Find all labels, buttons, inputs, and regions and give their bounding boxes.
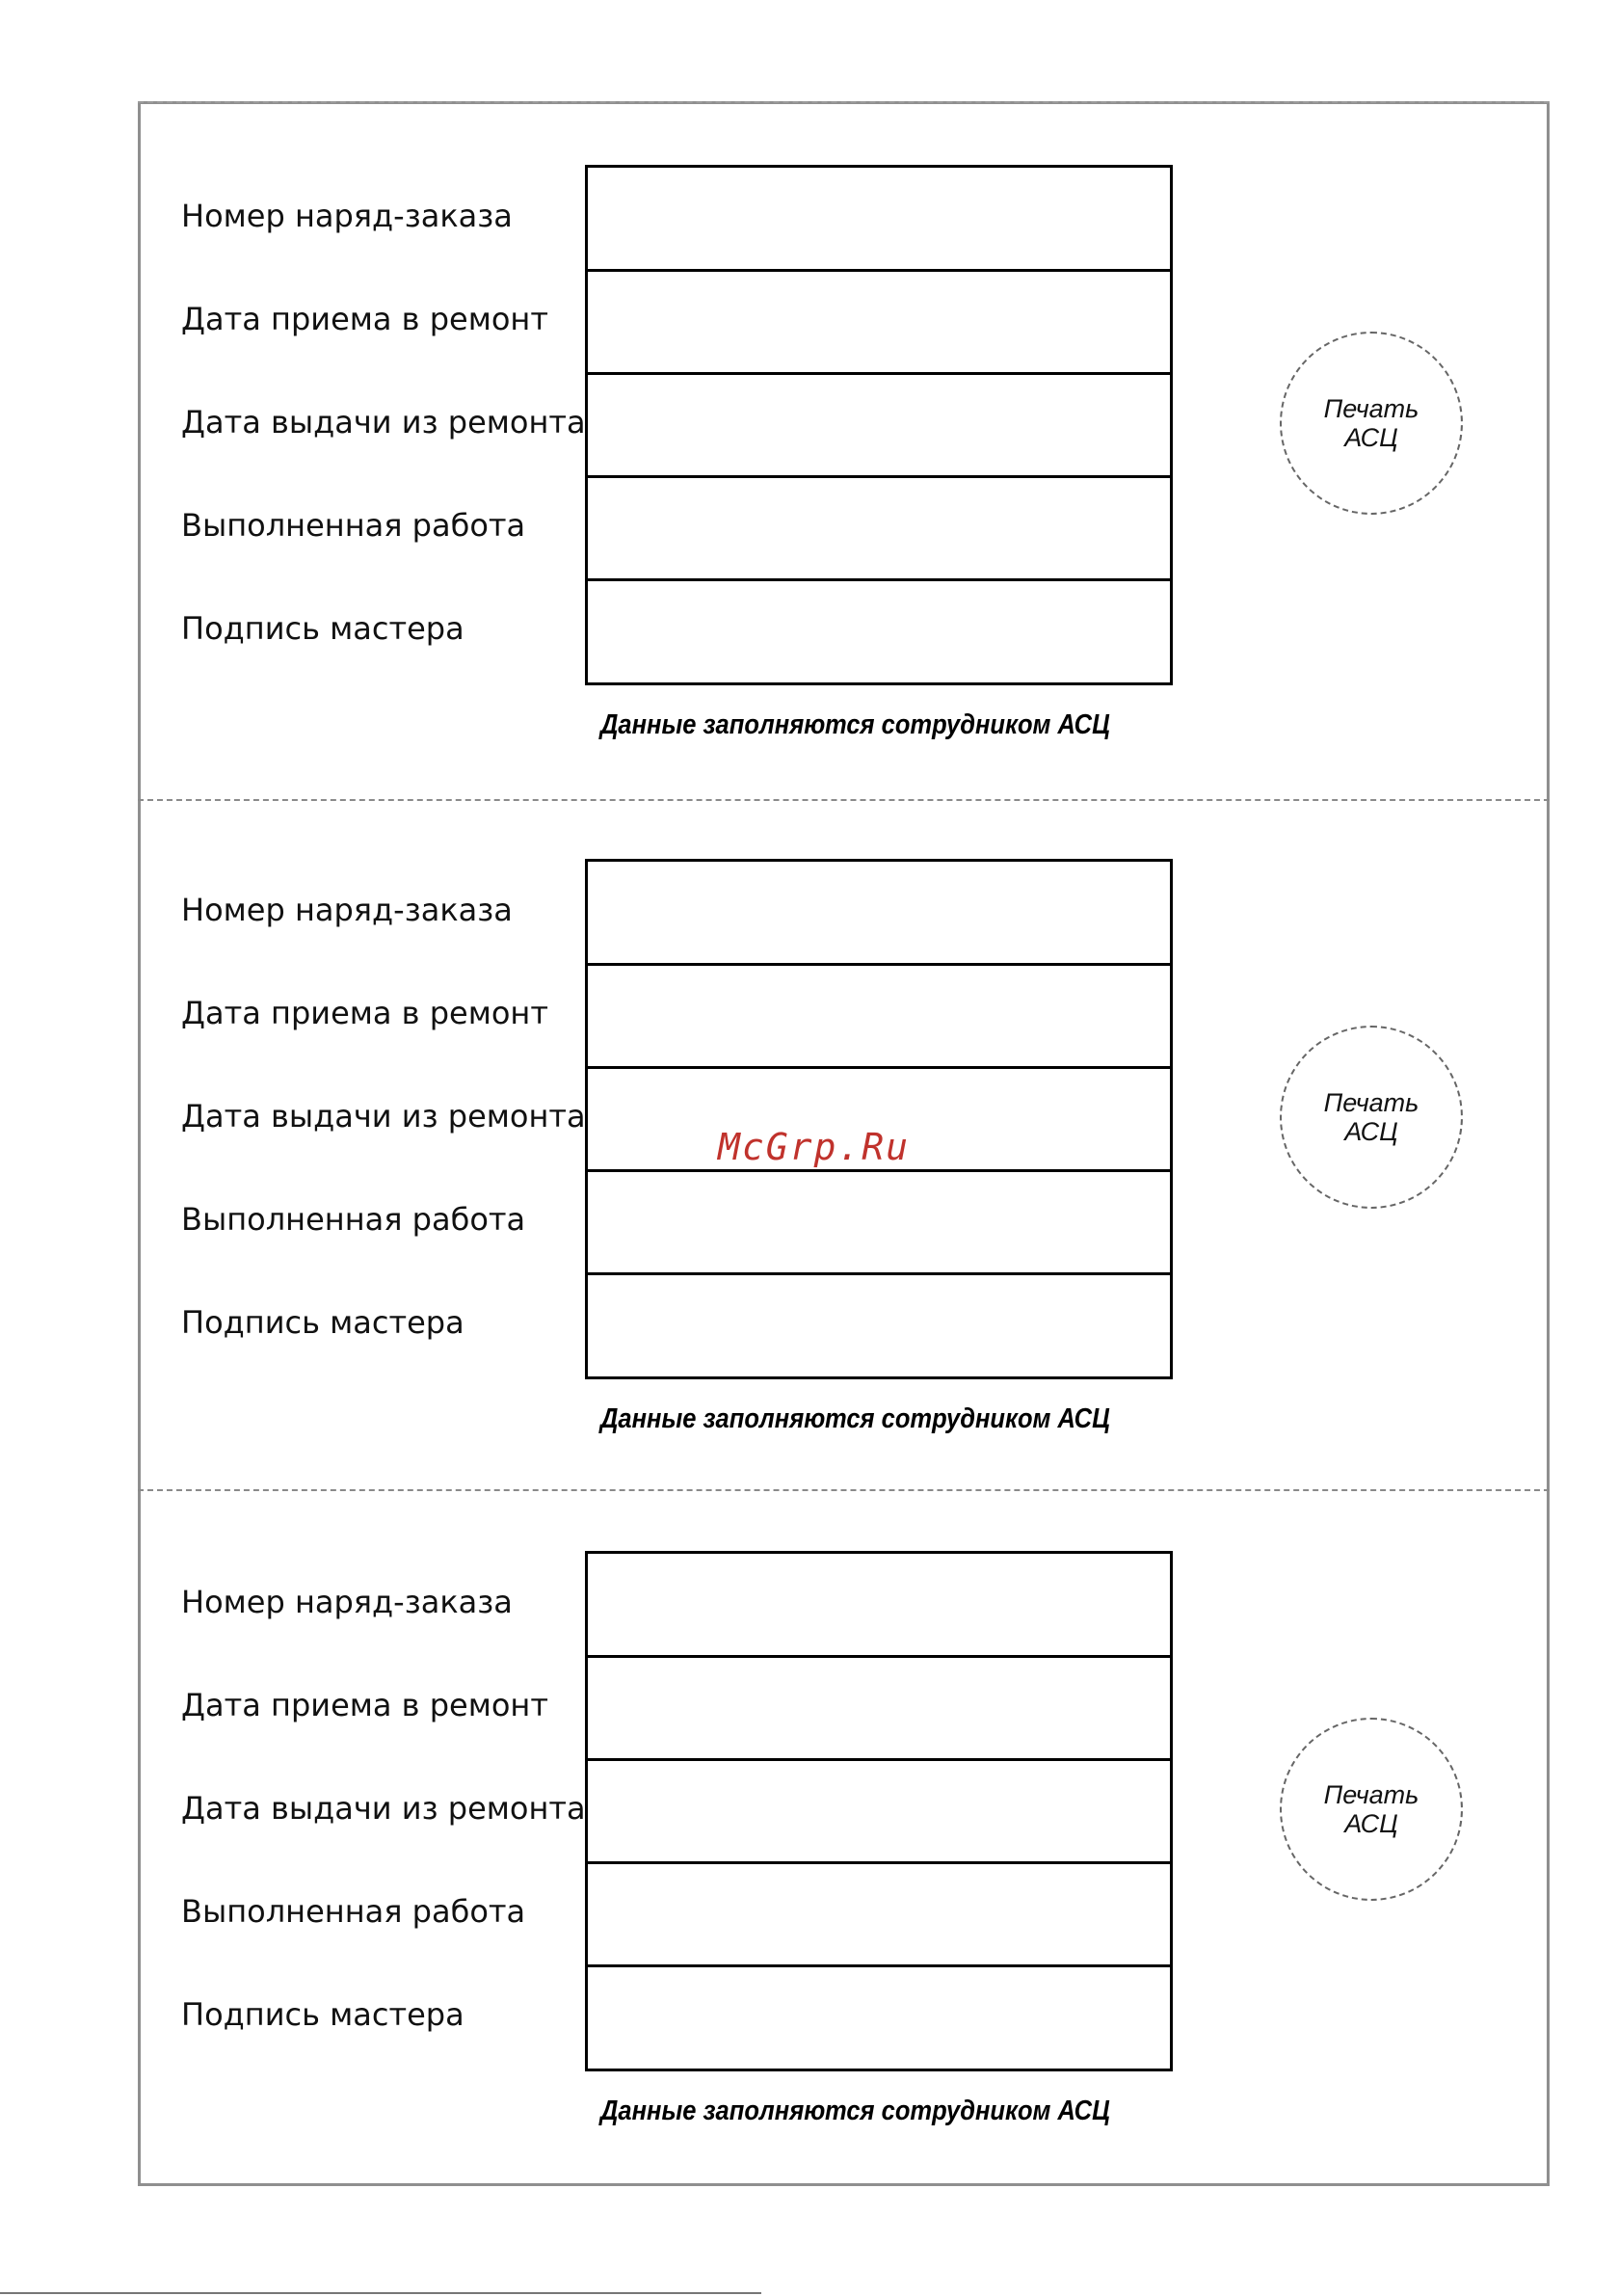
row-divider <box>588 1066 1170 1069</box>
coupon-3 <box>0 1551 1618 2245</box>
row-divider <box>588 1169 1170 1172</box>
label-date-received: Дата приема в ремонт <box>181 995 548 1031</box>
label-master-signature: Подпись мастера <box>181 1996 464 2033</box>
stamp-text-line-1: Печать <box>1323 1780 1419 1809</box>
label-work-done: Выполненная работа <box>181 1201 526 1238</box>
stamp-placeholder <box>1280 332 1463 515</box>
staff-fill-note: Данные заполняются сотрудником АСЦ <box>600 709 1110 740</box>
watermark: McGrp.Ru <box>718 1126 911 1168</box>
row-divider <box>588 1758 1170 1761</box>
stamp-placeholder <box>1280 1026 1463 1209</box>
row-divider <box>588 578 1170 581</box>
coupon-1 <box>0 165 1618 859</box>
row-divider <box>588 269 1170 272</box>
label-order-number: Номер наряд-заказа <box>181 198 513 234</box>
label-date-received: Дата приема в ремонт <box>181 301 548 337</box>
fill-in-table <box>585 1551 1173 2071</box>
footer-rule <box>0 2292 761 2294</box>
stamp-text-line-1: Печать <box>1323 394 1419 423</box>
label-master-signature: Подпись мастера <box>181 610 464 647</box>
label-work-done: Выполненная работа <box>181 507 526 544</box>
row-divider <box>588 1861 1170 1864</box>
row-divider <box>588 963 1170 966</box>
label-date-received: Дата приема в ремонт <box>181 1687 548 1723</box>
row-divider <box>588 372 1170 375</box>
row-divider <box>588 475 1170 478</box>
label-work-done: Выполненная работа <box>181 1893 526 1930</box>
staff-fill-note: Данные заполняются сотрудником АСЦ <box>600 1403 1110 1434</box>
stamp-placeholder <box>1280 1718 1463 1901</box>
sheet-top-dashed-edge <box>138 101 1550 103</box>
fill-in-table <box>585 165 1173 685</box>
stamp-text-line-1: Печать <box>1323 1088 1419 1117</box>
row-divider <box>588 1272 1170 1275</box>
stamp-text-line-2: АСЦ <box>1344 1809 1398 1838</box>
coupon-2 <box>0 859 1618 1553</box>
label-date-issued: Дата выдачи из ремонта <box>181 1790 586 1827</box>
stamp-text-line-2: АСЦ <box>1344 1117 1398 1146</box>
label-master-signature: Подпись мастера <box>181 1304 464 1341</box>
label-date-issued: Дата выдачи из ремонта <box>181 1098 586 1135</box>
staff-fill-note: Данные заполняются сотрудником АСЦ <box>600 2096 1110 2126</box>
label-date-issued: Дата выдачи из ремонта <box>181 404 586 441</box>
label-order-number: Номер наряд-заказа <box>181 1584 513 1620</box>
label-order-number: Номер наряд-заказа <box>181 892 513 928</box>
stamp-text-line-2: АСЦ <box>1344 423 1398 452</box>
row-divider <box>588 1964 1170 1967</box>
fill-in-table <box>585 859 1173 1379</box>
row-divider <box>588 1655 1170 1658</box>
